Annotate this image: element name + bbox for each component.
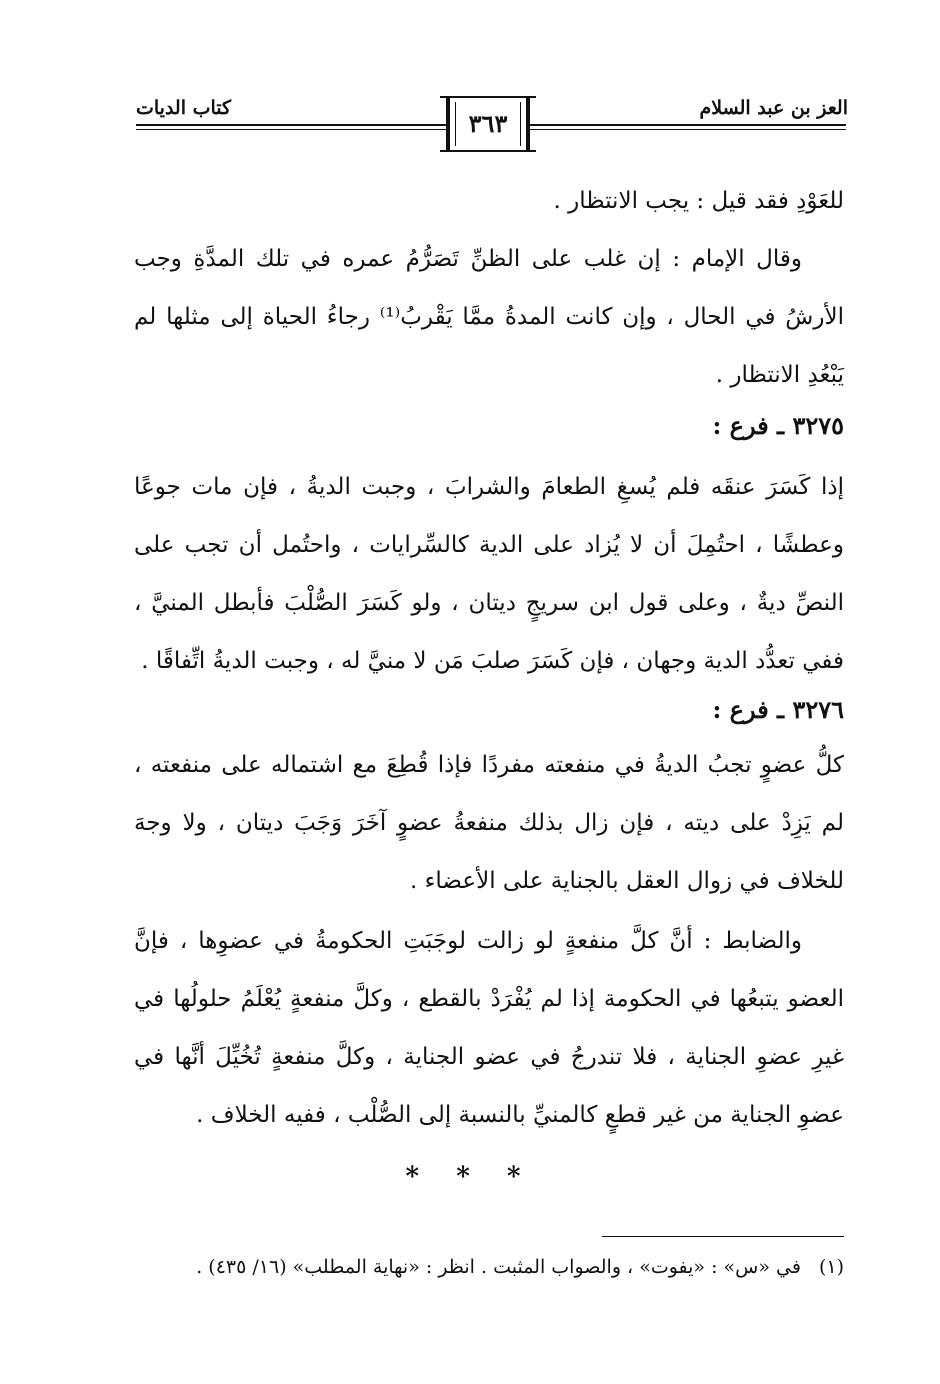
- running-header-chapter: كتاب الديات: [136, 97, 232, 119]
- header-rule-left-thin: [136, 129, 448, 130]
- section-heading-3276: ٣٢٧٦ ـ فرع :: [712, 695, 844, 724]
- footnote: [134, 1250, 844, 1284]
- section-separator: * * *: [405, 1162, 535, 1192]
- paragraph-3: إذا كَسَرَ عنقَه فلم يُسغِ الطعامَ والشرابَ ، وجبت الديةُ ، فإن مات جوعًا وعطشًا ، احتُمِلَ أن لا يُزاد على الدية كالسِّرايات ، واحتُمل أن تجب على النصِّ ديةٌ ، وعلى قول ابن سريجٍ ديتان ، ولو كَسَرَ الصُّلْبَ فأبطل المنيَّ ، ففي تعدُّد الدية وجهان ، فإن كَسَرَ صلبَ مَن لا منيَّ له ، وجبت الديةُ اتِّفاقًا .: [134, 474, 844, 674]
- paragraph-1: للعَوْدِ فقد قيل : يجب الانتظار .: [553, 188, 844, 214]
- footnote-text: في «س» : «يفوت» ، والصواب المثبت . انظر : «نهاية المطلب» (١٦/ ٤٣٥) .: [196, 1256, 801, 1278]
- footnote-rule: [602, 1236, 844, 1237]
- section-heading-3275: ٣٢٧٥ ـ فرع :: [712, 411, 844, 440]
- header-rule-right-thin: [528, 129, 846, 130]
- footnote-number: (١): [818, 1256, 844, 1278]
- paragraph-4: كلُّ عضوٍ تجبُ الديةُ في منفعته مفردًا فإذا قُطِعَ مع اشتماله على منفعته ، لم يَزِدْ على ديته ، فإن زال بذلك منفعةُ عضوٍ آخَرَ وَجَبَ ديتان ، ولا وجهَ للخلاف في زوال العقل بالجناية على الأعضاء .: [134, 752, 844, 894]
- page-number: ٣٦٣: [468, 109, 508, 138]
- page-number-frame: [446, 98, 530, 150]
- paragraph-2: وقال الإمام : إن غلب على الظنِّ تَصَرُّمُ عمره في تلك المدَّةِ وجب الأرشُ في الحال ، وإن كانت المدةُ ممَّا يَقْربُ⁽¹⁾ رجاءُ الحياة إلى مثلها لم يَبْعُدِ الانتظار .: [134, 246, 844, 388]
- header-rule-left: [136, 124, 448, 126]
- paragraph-5: والضابط : أنَّ كلَّ منفعةٍ لو زالت لوجَبَتِ الحكومةُ في عضوِها ، فإنَّ العضو يتبعُها في الحكومة إذا لم يُفْرَدْ بالقطع ، وكلَّ منفعةٍ يُعْلَمُ حلولُها في غيرِ عضوِ الجناية ، فلا تندرجُ في عضو الجناية ، وكلَّ منفعةٍ تُخُيِّلَ أنَّها في عضوِ الجناية من غير قطعٍ كالمنيِّ بالنسبة إلى الصُّلْب ، ففيه الخلاف .: [134, 928, 844, 1128]
- header-rule-right: [528, 124, 846, 126]
- running-header-author: العز بن عبد السلام: [699, 97, 848, 119]
